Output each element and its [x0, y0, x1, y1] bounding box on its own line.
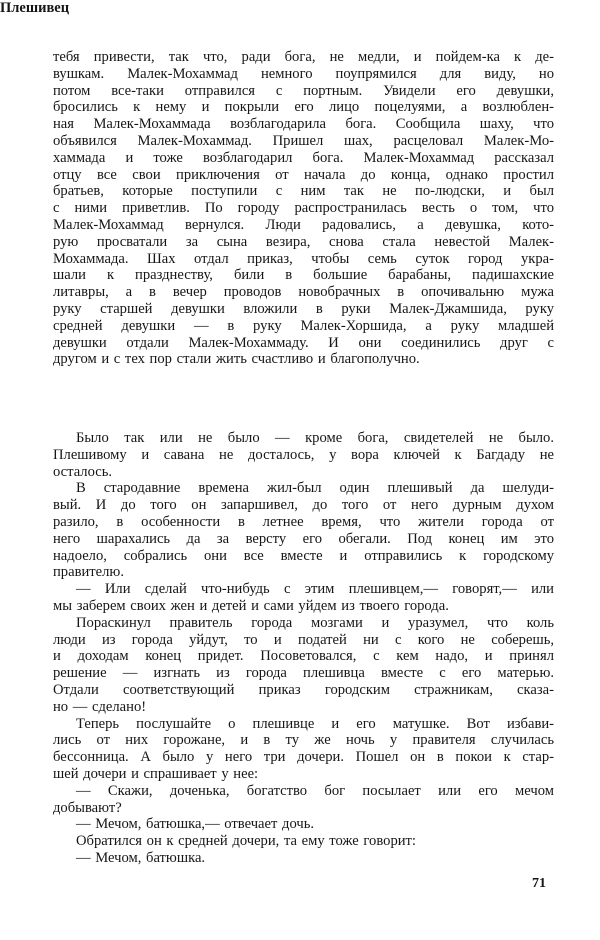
text-line: Пораскинул правитель города мозгами и уразумел, что коль — [76, 614, 554, 631]
text-line: объявился Малек-Мохаммад. Пришел шах, расцеловал Малек-Мо- — [53, 132, 554, 149]
text-line: — Скажи, доченька, богатство бог посылает или его мечом — [76, 782, 554, 799]
page-number: 71 — [532, 876, 546, 891]
text-line: шей дочери и спрашивает у нее: — [53, 765, 259, 782]
text-line: хаммада и тоже возблагодарил бога. Малек-Мохаммад рассказал — [53, 149, 554, 166]
text-line: вый. И до того он запаршивел, до того от него дурным духом — [53, 497, 554, 514]
story-title: Плешивец — [0, 0, 70, 16]
text-line: отцу все свои приключения от начала до конца, однако простил — [53, 166, 554, 183]
text-line: литавры, а в вечер проводов новобрачных в опочивальню мужа — [53, 284, 554, 301]
text-line: братьев, которые поступили с ним так не по-людски, и был — [53, 183, 554, 200]
text-line: потом все-таки отправился с портным. Увидели его девушки, — [53, 82, 554, 99]
text-line: девушки отдали Малек-Мохаммаду. И они соединились друг с — [53, 334, 554, 351]
paragraph — [53, 716, 554, 783]
text-line: тебя привести, так что, ради бога, не медли, и пойдем-ка к де- — [53, 49, 554, 65]
text-line: Мохаммада. Шах отдал приказ, чтобы семь суток город укра- — [53, 250, 554, 267]
paragraph — [53, 816, 554, 833]
text-line: люди из города уйдут, то и податей ни с кого не соберешь, — [53, 631, 554, 648]
text-line: — Мечом, батюшка. — [76, 849, 206, 866]
text-line: правителю. — [53, 564, 124, 581]
text-line: разило, в особенности в летнее время, что жители города от — [53, 513, 554, 530]
paragraph — [53, 480, 554, 581]
text-line: руку старшей девушки вложили в руки Малек-Джамшида, руку — [53, 300, 554, 317]
text-line: средней девушки — в руку Малек-Хоршида, а руку младшей — [53, 317, 554, 334]
text-line: осталось. — [53, 463, 113, 480]
paragraph — [53, 581, 554, 615]
text-line: бессонница. А было у него три дочери. Пошел он в покои к стар- — [53, 749, 554, 766]
paragraph — [53, 615, 554, 716]
text-line: мы заберем своих жен и детей и сами уйдем из твоего города. — [53, 597, 449, 614]
text-line: Обратился он к средней дочери, та ему тоже говорит: — [76, 833, 416, 850]
text-line: Было так или не было — кроме бога, свидетелей не было. — [76, 430, 554, 446]
text-line: него шарахались да за версту его обегали. Под конец им это — [53, 530, 554, 547]
text-line: и доходам конец придет. Посоветовался, с кем надо, и принял — [53, 648, 554, 665]
text-line: рую просватали за сына везира, снова стала невестой Малек- — [53, 233, 554, 250]
paragraph — [53, 833, 554, 850]
paragraph — [53, 783, 554, 817]
text-line: с ними приветлив. По городу распространилась весть о том, что — [53, 200, 554, 217]
text-line: надоело, собрались они все вместе и отправились к городскому — [53, 547, 554, 564]
text-line: лись от них горожане, и в ту же ночь у правителя случилась — [53, 732, 554, 749]
continued-paragraph — [53, 49, 554, 368]
paragraph — [53, 430, 554, 480]
story-body — [53, 430, 554, 867]
text-line: Плешивому и савана не досталось, у вора ключей к Багдаду не — [53, 446, 554, 463]
text-line: решение — изгнать из города плешивца вместе с его матерью. — [53, 665, 554, 682]
text-line: ная Малек-Мохаммада возблагодарила бога. Сообщила шаху, что — [53, 116, 554, 133]
text-line: вушкам. Малек-Мохаммад немного поупрямился для виду, но — [53, 65, 554, 82]
text-line: другом и с тех пор стали жить счастливо и благополучно. — [53, 351, 420, 368]
text-line: — Мечом, батюшка,— отвечает дочь. — [76, 816, 315, 833]
text-line: шали к празднеству, били в большие барабаны, падишахские — [53, 267, 554, 284]
text-line: бросились к нему и покрыли его лицо поцелуями, а возлюблен- — [53, 99, 554, 116]
text-line: но — сделано! — [53, 698, 147, 715]
text-line: Теперь послушайте о плешивце и его матушке. Вот избави- — [76, 715, 554, 732]
text-line: В стародавние времена жил-был один плешивый да шелуди- — [76, 480, 554, 497]
text-line: Малек-Мохаммад вернулся. Люди радовались, а девушка, кото- — [53, 216, 554, 233]
text-line: — Или сделай что-нибудь с этим плешивцем,— говорят,— или — [76, 581, 554, 598]
text-line: добывают? — [53, 799, 122, 816]
text-line: Отдали соответствующий приказ городским стражникам, сказа- — [53, 681, 554, 698]
paragraph — [53, 850, 554, 867]
